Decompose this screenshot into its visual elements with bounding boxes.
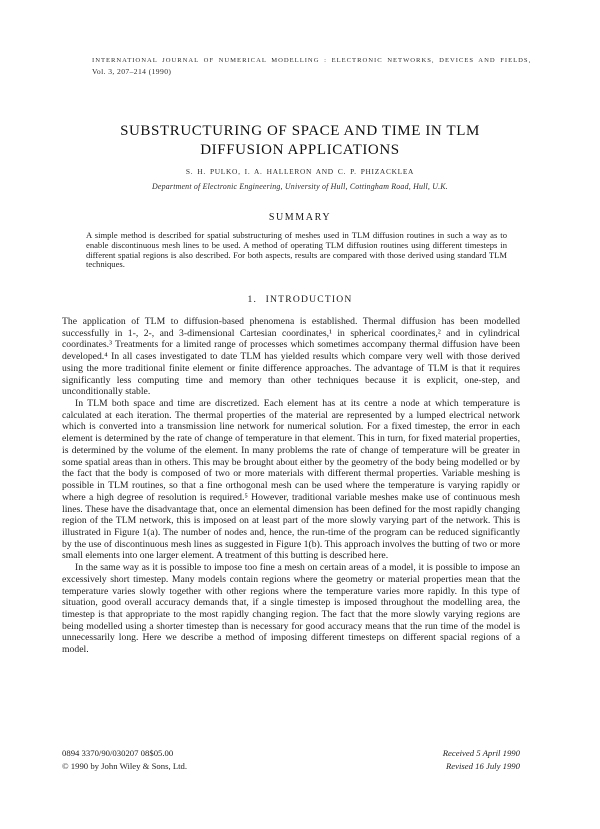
paper-title (0, 122, 600, 160)
intro-paragraph-1: The application of TLM to diffusion-based phenomena is established. Thermal diffusion has been modelled successfully in 1-, 2-, and 3-dimensional Cartesian coordinates,¹ in spherical coordinates,² and in cylindrical coordinates.³ Treatments for a limited range of processes which sometimes accompany thermal diffusion have been developed.⁴ In all cases investigated to date TLM has yielded results which compare very well with those derived using the more traditional finite element or finite difference approaches. The advantage of TLM is that it requires significantly less computing time and memory than other techniques because it is explicit, one-step, and unconditionally stable. (62, 316, 520, 398)
intro-paragraph-3: In the same way as it is possible to impose too fine a mesh on certain areas of a model, it is possible to impose an excessively short timestep. Many models contain regions where the geometry or material properties mean that the temperature varies slowly together with other regions where the temperature varies more rapidly. In this type of situation, good overall accuracy demands that, if a single timestep is imposed throughout the modelling area, the timestep is that appropriate to the most rapidly changing region. The fact that the more slowly varying regions are being modelled using a shorter timestep than is necessary for good accuracy means that the run time of the model is unnecessarily long. Here we describe a method of imposing different timesteps on different spacial regions of a model. (62, 562, 520, 656)
introduction-heading: 1. INTRODUCTION (247, 294, 353, 305)
footer-left-block (62, 747, 187, 772)
summary-heading: SUMMARY (268, 212, 332, 223)
volume-issue-line: Vol. 3, 207–214 (1990) (92, 66, 172, 76)
copyright-line: © 1990 by John Wiley & Sons, Ltd. (62, 760, 188, 771)
issn-line: 0894 3370/90/030207 08$05.00 (62, 748, 174, 758)
paper-title-line-2: DIFFUSION APPLICATIONS (200, 142, 400, 158)
revised-date: Revised 16 July 1990 (445, 760, 520, 771)
footer-right-block (443, 747, 520, 772)
affiliation-line: Department of Electronic Engineering, University of Hull, Cottingham Road, Hull, U.K. (152, 182, 448, 191)
journal-header (92, 57, 532, 76)
page-footer (62, 747, 520, 772)
journal-title-line: INTERNATIONAL JOURNAL OF NUMERICAL MODELLING : ELECTRONIC NETWORKS, DEVICES AND FIELDS, (92, 57, 532, 64)
authors-line: S. H. PULKO, I. A. HALLERON AND C. P. PHIZACKLEA (185, 167, 415, 176)
summary-text: A simple method is described for spatial substructuring of meshes used in TLM diffusion routines in such a way as to enable discontinuous mesh lines to be used. A method of operating TLM diffusion routines using different timesteps in different spatial regions is also described. For both aspects, results are compared with those derived using standard TLM techniques. (86, 230, 507, 270)
intro-paragraph-2: In TLM both space and time are discretized. Each element has at its centre a node at which temperature is calculated at each iteration. The thermal properties of the material are represented by a lumped electrical network which is converted into a transmission line network for numerical solution. For a fixed timestep, the error in each element is determined by the rate of change of temperature in that element. This in turn, for fixed material properties, is determined by the volume of the element. In many problems the rate of change of temperature will be greater in some spatial areas than in others. This may be brought about either by the geometry of the body being modelled or by the fact that the body is composed of two or more materials with different thermal properties. Variable meshing is possible in TLM routines, so that a fine orthogonal mesh can be used where the temperature is varying rapidly or where a high degree of resolution is required.⁵ However, traditional variable meshes make use of continuous mesh lines. These have the disadvantage that, once an elemental dimension has been defined for the most rapidly changing region of the TLM network, this is imposed on at least part of the more slowly varying part of the network. This is illustrated in Figure 1(a). The number of nodes and, hence, the run-time of the program can be reduced significantly by the use of discontinuous mesh lines as suggested in Figure 1(b). This approach involves the butting of two or more small elements into one larger element. A treatment of this butting is described here. (62, 398, 520, 562)
received-date: Received 5 April 1990 (442, 748, 520, 758)
introduction-section (62, 316, 520, 656)
paper-title-line-1: SUBSTRUCTURING OF SPACE AND TIME IN TLM (120, 123, 480, 139)
